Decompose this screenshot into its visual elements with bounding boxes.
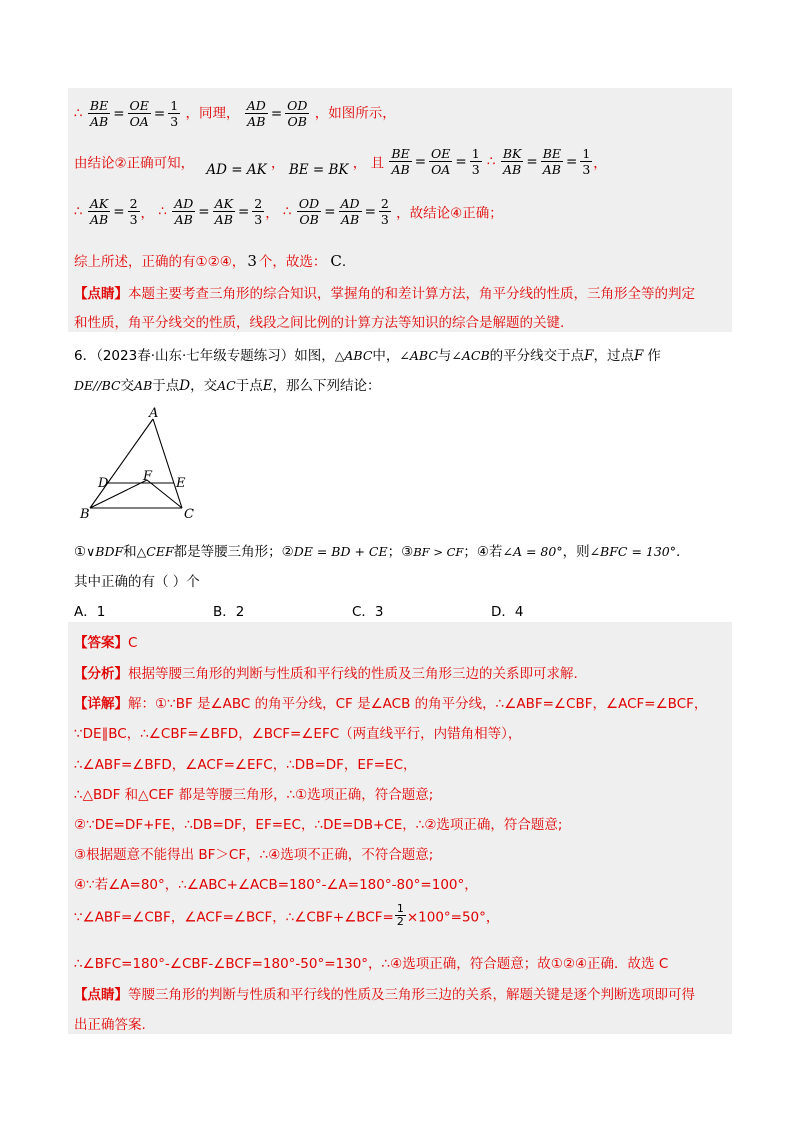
detail-line-8: ∵∠ABF=∠CBF，∠ACF=∠BCF，∴∠CBF+∠BCF= $\frac{1}{2}$ ×100°=50°， xyxy=(74,902,500,928)
line-conclusion-2: 由结论②正确可知， AD = AK ， BE = BK ， 且 $\frac{BE}{AB}$ = $\frac{OE}{OA}$ = $\frac{1}{3}$ ∴ $\frac{BK}{AB}$ = $\frac{BE}{AB}$ = $\frac{1}{3}$ ， xyxy=(74,146,607,178)
fraction: $\frac{OD}{OB}$ xyxy=(287,98,308,129)
question-line-1: 6．（2023春·山东·七年级专题练习）如图，△ABC中，∠ABC与∠ACB的平分线交于点F，过点F 作 xyxy=(74,348,661,364)
therefore-symbol: ∴ xyxy=(74,105,83,122)
detail-line-4: ∴△BDF 和△CEF 都是等腰三角形，∴①选项正确，符合题意; xyxy=(74,787,434,803)
tip-line-1: 【点睛】本题主要考查三角形的综合知识，掌握角的和差计算方法，角平分线的性质，三角形全等的判定 xyxy=(74,286,695,302)
line-ratio-3: ∴ $\frac{AK}{AB}$ = $\frac{2}{3}$ ， ∴ $\frac{AD}{AB}$ = $\frac{AK}{AB}$ = $\frac{2}{3}$ ， ∴ $\frac{OD}{OB}$ = $\frac{AD}{AB}$ = $\frac{2}{3}$ ，故结论④正确； xyxy=(74,196,503,227)
answer-line: 【答案】C xyxy=(74,635,138,651)
fraction: $\frac{2}{3}$ xyxy=(129,196,138,227)
question-line-2: DE//BC交AB于点D，交AC于点E，那么下列结论： xyxy=(74,378,381,394)
fraction: $\frac{AD}{AB}$ xyxy=(174,196,194,227)
label-B: B xyxy=(80,507,90,522)
label-E: E xyxy=(176,476,186,491)
fraction: $\frac{BE}{AB}$ xyxy=(89,98,109,129)
fraction: $\frac{AD}{AB}$ xyxy=(340,196,360,227)
fraction: $\frac{BE}{AB}$ xyxy=(391,146,410,177)
triangle-figure xyxy=(76,404,206,522)
detail-line-1: 【详解】解：①∵BF 是∠ABC 的角平分线，CF 是∠ACB 的角平分线，∴∠ABF=∠CBF，∠ACF=∠BCF， xyxy=(74,696,708,712)
statements-line: ①∨BDF和△CEF都是等腰三角形；②DE = BD + CE；③BF > CF；④若∠A = 80°，则∠BFC = 130°. xyxy=(74,544,681,560)
tip2-line-1: 【点睛】等腰三角形的判断与性质和平行线的性质及三角形三边的关系，解题关键是逐个判断选项即可得 xyxy=(74,987,695,1003)
tip2-line-2: 出正确答案. xyxy=(74,1017,146,1033)
tip-line-2: 和性质，角平分线交的性质，线段之间比例的计算方法等知识的综合是解题的关键. xyxy=(74,315,565,331)
fraction: $\frac{BK}{AB}$ xyxy=(502,146,522,177)
label-D: D xyxy=(98,476,109,491)
line-summary: 综上所述，正确的有①②④， 3 个，故选： C. xyxy=(74,252,347,270)
fraction: $\frac{1}{3}$ xyxy=(471,146,480,177)
fraction: $\frac{BE}{AB}$ xyxy=(542,146,561,177)
label-F: F xyxy=(143,469,153,484)
option-b[interactable]: B．2 xyxy=(213,604,245,620)
fraction: $\frac{OD}{OB}$ xyxy=(298,196,320,227)
detail-line-3: ∴∠ABF=∠BFD，∠ACF=∠EFC，∴DB=DF，EF=EC， xyxy=(74,757,417,773)
line-ratio-1: ∴ $\frac{BE}{AB}$ = $\frac{OE}{OA}$ = $\frac{1}{3}$ ，同理， $\frac{AD}{AB}$ = $\frac{OD}{OB}$ ，如图所示， xyxy=(74,98,396,129)
fraction: $\frac{1}{3}$ xyxy=(582,146,591,177)
question-ask: 其中正确的有（ ）个 xyxy=(74,574,200,590)
option-a[interactable]: A．1 xyxy=(74,604,106,620)
fraction: $\frac{OE}{OA}$ xyxy=(431,146,451,177)
fraction: $\frac{1}{3}$ xyxy=(170,98,179,129)
analysis-line: 【分析】根据等腰三角形的判断与性质和平行线的性质及三角形三边的关系即可求解. xyxy=(74,666,578,682)
detail-line-9: ∴∠BFC=180°-∠CBF-∠BCF=180°-50°=130°，∴④选项正确，符合题意；故①②④正确．故选 C xyxy=(74,956,669,972)
option-d[interactable]: D．4 xyxy=(491,604,524,620)
label-A: A xyxy=(149,406,159,421)
fraction: $\frac{AD}{AB}$ xyxy=(246,98,266,129)
detail-line-6: ③根据题意不能得出 BF＞CF，∴④选项不正确，不符合题意; xyxy=(74,847,434,863)
detail-line-5: ②∵DE=DF+FE，∴DB=DF，EF=EC，∴DE=DB+CE，∴②选项正确，符合题意; xyxy=(74,817,563,833)
fraction: $\frac{AK}{AB}$ xyxy=(214,196,233,227)
detail-line-2: ∵DE∥BC，∴∠CBF=∠BFD，∠BCF=∠EFC（两直线平行，内错角相等）， xyxy=(74,726,522,742)
label-C: C xyxy=(184,507,194,522)
detail-line-7: ④∵若∠A=80°，∴∠ABC+∠ACB=180°-∠A=180°-80°=100°， xyxy=(74,877,478,893)
fraction: $\frac{AK}{AB}$ xyxy=(89,196,109,227)
fraction: $\frac{2}{3}$ xyxy=(380,196,389,227)
option-c[interactable]: C．3 xyxy=(352,604,384,620)
fraction-half: $\frac{1}{2}$ xyxy=(396,902,404,928)
fraction: $\frac{OE}{OA}$ xyxy=(129,98,149,129)
fraction: $\frac{2}{3}$ xyxy=(254,196,263,227)
